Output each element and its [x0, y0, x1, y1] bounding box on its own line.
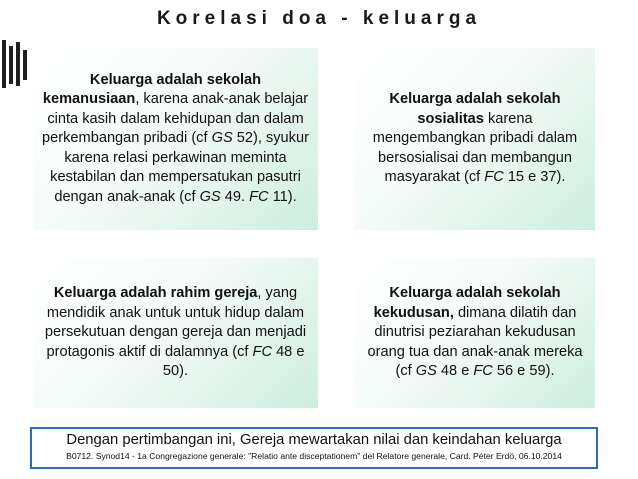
box-text: 48 e — [436, 363, 474, 380]
box-ref: GS — [415, 363, 437, 380]
box-text: 49. — [220, 188, 250, 205]
box-ref: FC — [473, 363, 493, 380]
box-womb-of-church — [33, 258, 318, 408]
slide-title: Korelasi doa - keluarga — [156, 8, 482, 29]
footer-citation: B0712. Synod14 - 1a Congregazione generale: "Relatio ante disceptationem" del Relatore generale, Card. Péter Erdö, 06.10.2014 — [66, 451, 562, 461]
corner-decoration — [0, 40, 28, 88]
box-heading: Keluarga adalah sekolah kekudusan, — [373, 285, 561, 321]
box-text: 15 e 37). — [503, 169, 566, 186]
box-text: 52), syukur karena relasi perkawinan meminta kestabilan dan mempersatukan pasutri dengan anak-anak (cf — [50, 130, 309, 205]
box-ref: FC — [484, 169, 504, 186]
footer-box — [30, 427, 598, 469]
box-text: 56 e 59). — [492, 363, 555, 380]
box-ref: FC — [252, 343, 273, 360]
box-ref: FC — [249, 188, 269, 205]
box-text: , karena anak-anak belajar cinta kasih dalam kehidupan dan dalam perkembangan pribadi (cf — [42, 91, 309, 147]
footer-statement: Dengan pertimbangan ini, Gereja mewartakan nilai dan keindahan keluarga — [66, 432, 562, 448]
box-school-of-holiness — [355, 258, 595, 408]
box-text: karena mengembangkan pribadi dalam bersosialisai dan membangun masyarakat (cf — [372, 110, 578, 186]
box-school-of-sociality — [355, 48, 595, 230]
box-text: 11). — [268, 188, 297, 205]
box-text: dimana dilatih dan dinutrisi peziarahan kekudusan orang tua dan anak-anak mereka (cf — [367, 304, 583, 380]
box-ref: GS — [211, 130, 233, 147]
box-heading: Keluarga adalah sekolah sosialitas — [389, 91, 561, 127]
box-text: , yang mendidik anak untuk untuk hidup dalam persekutuan dengan gereja dan menjadi protagonis aktif di dalamnya (cf — [44, 285, 307, 360]
box-heading: Keluarga adalah sekolah kemanusiaan — [42, 71, 262, 108]
box-text: 48 e 50). — [162, 343, 305, 380]
box-ref: GS — [199, 188, 221, 205]
box-school-of-humanity — [33, 48, 318, 230]
box-heading: Keluarga adalah rahim gereja — [53, 285, 258, 302]
